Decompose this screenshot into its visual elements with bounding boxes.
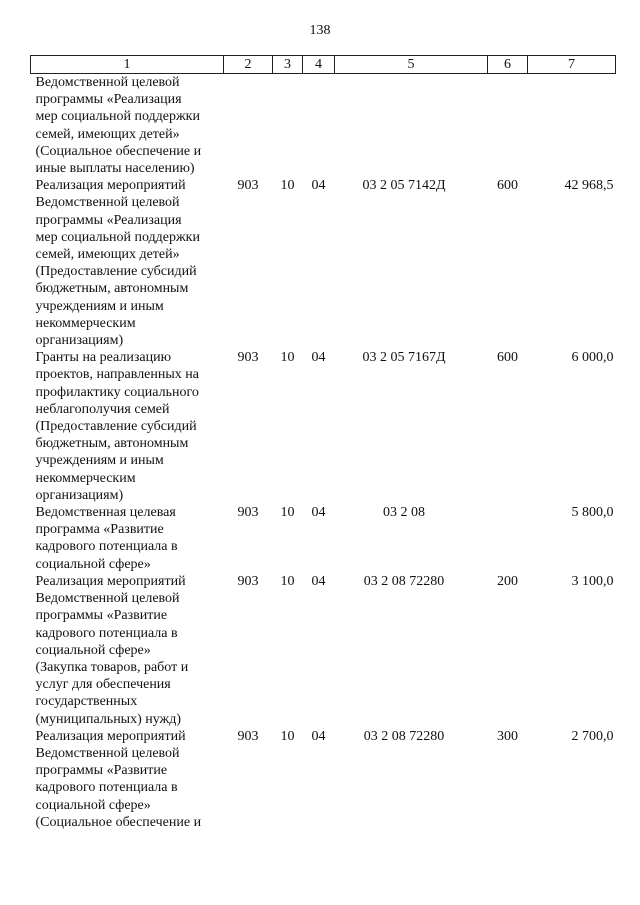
amount-value: 6 000,0 bbox=[571, 350, 614, 366]
item-name-line: программы «Развитие bbox=[35, 763, 168, 779]
department-code: 903 bbox=[237, 505, 259, 521]
expense-type-code: 200 bbox=[497, 573, 518, 589]
item-name-line: Гранты на реализацию bbox=[35, 350, 172, 366]
item-name-line: (Социальное обеспечение и bbox=[35, 143, 202, 159]
item-name-line: Реализация мероприятий bbox=[35, 178, 186, 194]
item-name-line: организациям) bbox=[35, 333, 124, 349]
amount-value: 2 700,0 bbox=[571, 728, 614, 744]
item-name-line: услуг для обеспечения bbox=[35, 677, 171, 693]
item-name-line: некоммерческим bbox=[35, 315, 136, 331]
budget-table bbox=[30, 55, 616, 831]
item-name-line: программы «Реализация bbox=[35, 212, 182, 228]
table-row bbox=[31, 349, 616, 504]
subsection-code: 04 bbox=[311, 178, 326, 194]
item-name-line: Ведомственной целевой bbox=[35, 195, 180, 211]
item-name-line: социальной сфере» bbox=[35, 556, 151, 572]
department-code bbox=[224, 74, 273, 178]
item-name-line: социальной сфере» bbox=[35, 642, 151, 658]
item-name-line: иные выплаты населению) bbox=[35, 161, 195, 177]
department-code: 903 bbox=[237, 350, 259, 366]
subsection-code: 04 bbox=[311, 728, 326, 744]
item-name-line: (Социальное обеспечение и bbox=[35, 814, 202, 830]
column-header-2: 2 bbox=[224, 56, 273, 74]
amount-value: 42 968,5 bbox=[564, 178, 614, 194]
item-name-line: учреждениям и иным bbox=[35, 298, 164, 314]
column-number-row bbox=[31, 56, 616, 74]
table-row bbox=[31, 573, 616, 728]
item-name-line: (Предоставление субсидий bbox=[35, 419, 197, 435]
item-name-line: социальной сфере» bbox=[35, 797, 151, 813]
item-name-line: кадрового потенциала в bbox=[35, 539, 178, 555]
column-header-1: 1 bbox=[31, 56, 224, 74]
item-name-line: семей, имеющих детей» bbox=[35, 247, 180, 263]
item-name-line: бюджетным, автономным bbox=[35, 436, 189, 452]
item-name-line: неблагополучия семей bbox=[35, 401, 170, 417]
item-name-line: (Закупка товаров, работ и bbox=[35, 659, 189, 675]
section-code: 10 bbox=[280, 573, 295, 589]
item-name-line: проектов, направленных на bbox=[35, 367, 199, 383]
expense-type-code: 600 bbox=[497, 178, 518, 194]
target-article-code bbox=[335, 74, 488, 178]
column-header-5: 5 bbox=[335, 56, 488, 74]
section-code bbox=[273, 74, 303, 178]
column-header-7: 7 bbox=[528, 56, 616, 74]
table-row bbox=[31, 504, 616, 573]
subsection-code: 04 bbox=[311, 573, 326, 589]
item-name-line: некоммерческим bbox=[35, 470, 136, 486]
item-name-line: профилактику социального bbox=[35, 384, 199, 400]
subsection-code: 04 bbox=[311, 505, 326, 521]
section-code: 10 bbox=[280, 505, 295, 521]
table-row bbox=[31, 728, 616, 831]
item-name-line: программы «Развитие bbox=[35, 608, 168, 624]
item-name-line: Ведомственной целевой bbox=[35, 591, 180, 607]
target-article-code: 03 2 08 72280 bbox=[363, 573, 445, 589]
column-header-4: 4 bbox=[303, 56, 335, 74]
item-name-line: семей, имеющих детей» bbox=[35, 126, 180, 142]
expense-type-code bbox=[488, 504, 528, 573]
item-name-line: Ведомственная целевая bbox=[35, 505, 176, 521]
table-header bbox=[31, 56, 616, 74]
table-row bbox=[31, 74, 616, 178]
item-name-line: программа «Развитие bbox=[35, 522, 164, 538]
amount-value: 5 800,0 bbox=[571, 505, 614, 521]
item-name-line: государственных bbox=[35, 694, 138, 710]
table-row bbox=[31, 177, 616, 349]
section-code: 10 bbox=[280, 178, 295, 194]
item-name-line: (муниципальных) нужд) bbox=[35, 711, 182, 727]
table-body bbox=[31, 74, 616, 831]
target-article-code: 03 2 05 7167Д bbox=[362, 350, 446, 366]
amount-value bbox=[528, 74, 616, 178]
item-name-line: бюджетным, автономным bbox=[35, 281, 189, 297]
expense-type-code bbox=[488, 74, 528, 178]
target-article-code: 03 2 08 72280 bbox=[363, 728, 445, 744]
item-name-line: учреждениям и иным bbox=[35, 453, 164, 469]
column-header-6: 6 bbox=[488, 56, 528, 74]
item-name bbox=[31, 349, 224, 504]
target-article-code: 03 2 08 bbox=[383, 505, 425, 521]
section-code: 10 bbox=[280, 350, 295, 366]
department-code: 903 bbox=[237, 573, 259, 589]
amount-value: 3 100,0 bbox=[571, 573, 614, 589]
item-name-line: мер социальной поддержки bbox=[35, 109, 200, 125]
item-name bbox=[31, 177, 224, 349]
subsection-code bbox=[303, 74, 335, 178]
item-name-line: кадрового потенциала в bbox=[35, 780, 178, 796]
subsection-code: 04 bbox=[311, 350, 326, 366]
item-name-line: Ведомственной целевой bbox=[35, 75, 180, 90]
item-name-line: Реализация мероприятий bbox=[35, 573, 186, 589]
item-name-line: программы «Реализация bbox=[35, 92, 182, 108]
department-code: 903 bbox=[237, 178, 259, 194]
item-name bbox=[31, 728, 224, 831]
item-name-line: (Предоставление субсидий bbox=[35, 264, 197, 280]
item-name-line: кадрового потенциала в bbox=[35, 625, 178, 641]
item-name bbox=[31, 573, 224, 728]
section-code: 10 bbox=[280, 728, 295, 744]
item-name-line: Реализация мероприятий bbox=[35, 728, 186, 744]
item-name-line: мер социальной поддержки bbox=[35, 229, 200, 245]
expense-type-code: 600 bbox=[497, 350, 518, 366]
page-number: 138 bbox=[309, 23, 331, 38]
target-article-code: 03 2 05 7142Д bbox=[362, 178, 446, 194]
item-name-line: Ведомственной целевой bbox=[35, 745, 180, 761]
column-header-3: 3 bbox=[273, 56, 303, 74]
department-code: 903 bbox=[237, 728, 259, 744]
item-name-line: организациям) bbox=[35, 487, 124, 503]
expense-type-code: 300 bbox=[497, 728, 518, 744]
item-name bbox=[31, 74, 224, 178]
item-name bbox=[31, 504, 224, 573]
